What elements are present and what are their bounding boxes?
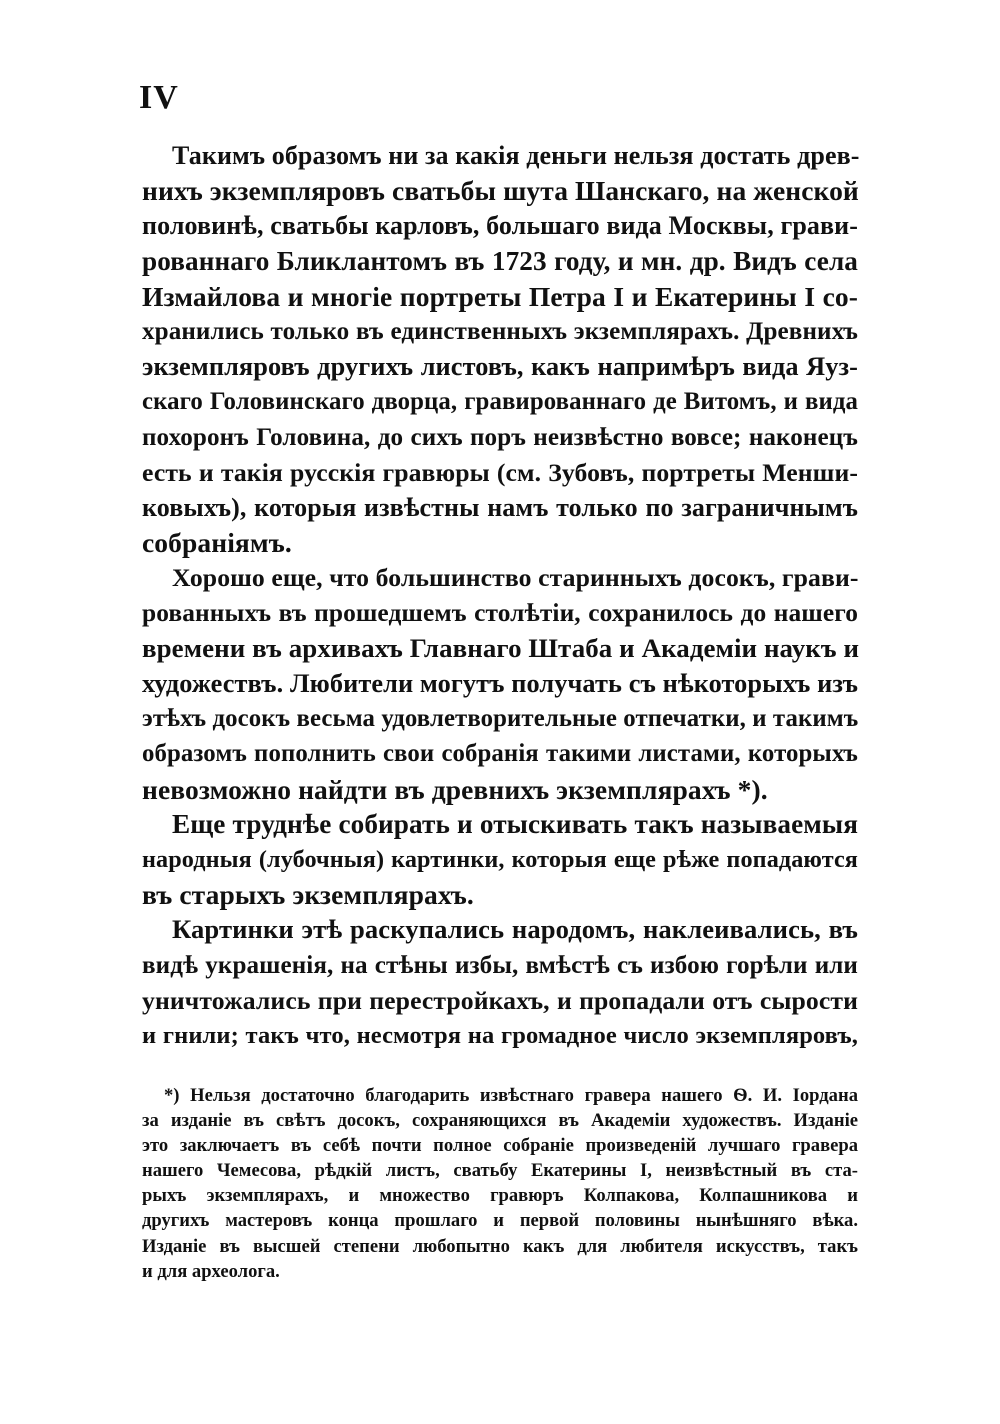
text-line: собраніямъ. [142, 527, 292, 559]
text-line: скаго Головинскаго дворца, гравированнаго де Витомъ, и вида [142, 388, 858, 416]
text-line: рованныхъ въ прошедшемъ столѣтіи, сохранилось до нашего [142, 598, 858, 627]
footnote-line: Изданіе въ высшей степени любопытно какъ для любителя искусствъ, такъ [142, 1235, 858, 1257]
text-line: невозможно найдти въ древнихъ экземплярахъ *). [142, 773, 768, 805]
text-line: времени въ архивахъ Главнаго Штаба и Академіи наукъ и [142, 632, 860, 663]
text-line: Картинки этѣ раскупались народомъ, наклеивались, въ [172, 914, 858, 945]
footnote-line: и для археолога. [142, 1260, 280, 1282]
text-line: образомъ пополнить свои собранія такими листами, которыхъ [142, 740, 858, 768]
footnote-line: другихъ мастеровъ конца прошлаго и первой половины нынѣшняго вѣка. [142, 1210, 858, 1232]
text-line: ковыхъ), которыя извѣстны намъ только по заграничнымъ [142, 493, 858, 523]
footnote-line: нашего Чемесова, рѣдкій листъ, сватьбу Екатерины I, неизвѣстный въ ста- [142, 1160, 858, 1182]
text-line: половинѣ, сватьбы карловъ, большаго вида Москвы, грави- [142, 211, 858, 241]
text-line: въ старыхъ экземплярахъ. [142, 879, 474, 911]
text-line: Еще труднѣе собирать и отыскивать такъ называемыя [172, 808, 858, 839]
text-line: и гнили; такъ что, несмотря на громадное число экземпляровъ, [142, 1022, 858, 1050]
text-line: похоронъ Головина, до сихъ поръ неизвѣстно вовсе; наконецъ [142, 423, 858, 451]
text-line: нихъ экземпляровъ сватьбы шута Шанскаго, на женской [142, 175, 859, 207]
footnote-line: *) Нельзя достаточно благодарить извѣстнаго гравера нашего Ѳ. И. Іордана [164, 1085, 858, 1106]
text-line: видѣ украшенія, на стѣны избы, вмѣстѣ съ избою горѣли или [142, 951, 858, 979]
text-line: хранились только въ единственныхъ экземплярахъ. Древнихъ [142, 318, 858, 346]
page-number: IV [139, 79, 179, 116]
text-line: художествъ. Любители могутъ получать съ нѣкоторыхъ изъ [142, 669, 859, 699]
text-line: есть и такія русскія гравюры (см. Зубовъ, портреты Менши- [142, 457, 858, 487]
footnote-line: рыхъ экземплярахъ, и множество гравюръ Колпакова, Колпашникова и [142, 1185, 858, 1207]
text-line: Хорошо еще, что большинство старинныхъ досокъ, грави- [172, 563, 859, 593]
body-text [142, 138, 858, 1053]
footnote-line: это заключаетъ въ себѣ почти полное собраніе произведеній лучшаго гравера [142, 1135, 858, 1157]
text-line: рованнаго Бликлантомъ въ 1723 году, и мн. др. Видъ села [142, 245, 858, 276]
footnote-line: за изданіе въ свѣтъ досокъ, сохраняющихся въ Академіи художествъ. Изданіе [142, 1110, 858, 1132]
footnote [142, 1083, 858, 1284]
text-line: этѣхъ досокъ весьма удовлетворительные отпечатки, и такимъ [142, 705, 859, 733]
text-line: Такимъ образомъ ни за какія деньги нельзя достать древ- [172, 141, 860, 170]
text-line: экземпляровъ другихъ листовъ, какъ напримѣръ вида Яуз- [142, 352, 858, 382]
text-line: Измайлова и многіе портреты Петра I и Екатерины I со- [142, 280, 858, 312]
text-line: народныя (лубочныя) картинки, которыя еще рѣже попадаются [142, 846, 858, 874]
text-line: уничтожались при перестройкахъ, и пропадали отъ сырости [142, 985, 858, 1015]
